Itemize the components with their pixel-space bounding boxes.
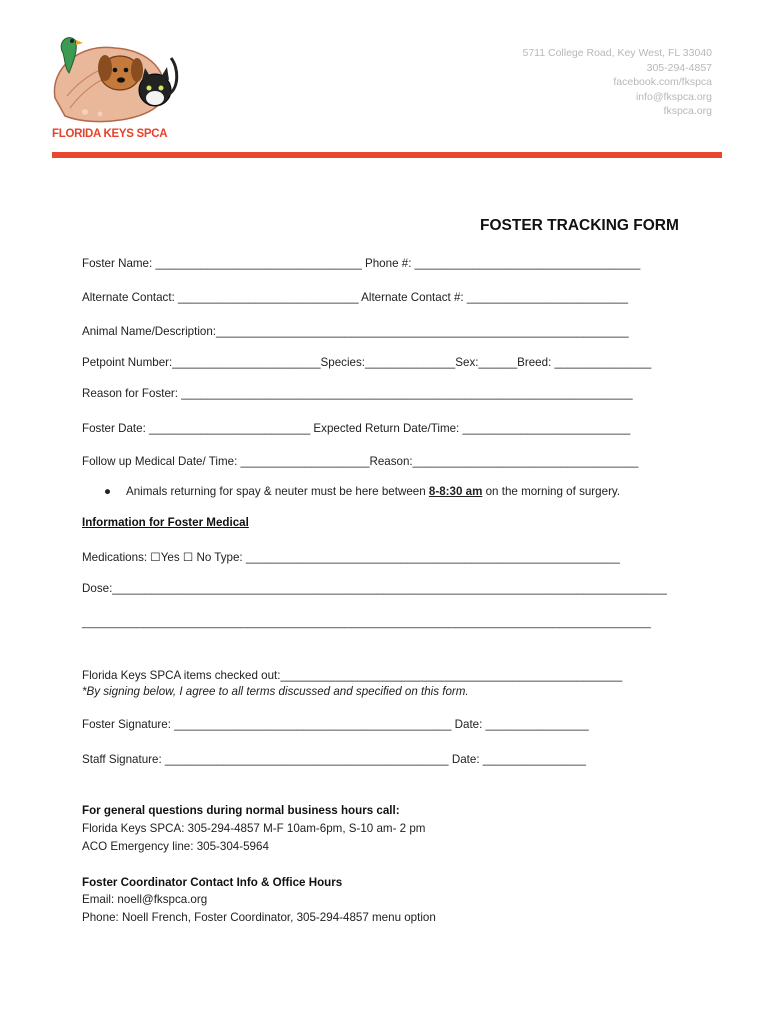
address: 5711 College Road, Key West, FL 33040 [522,47,712,59]
aco-emergency-line: ACO Emergency line: 305-304-5964 [82,840,269,853]
agreement-text: *By signing below, I agree to all terms discussed and specified on this form. [82,685,469,698]
logo-illustration [45,28,180,133]
petpoint-species-line[interactable]: Petpoint Number:_______________________Species:______________Sex:______Breed: _______________ [82,356,652,369]
bullet-time: 8-8:30 am [428,485,483,498]
contact-info [522,46,712,119]
alternate-contact-line[interactable]: Alternate Contact: ____________________________ Alternate Contact #: _________________________ [82,291,629,304]
spca-hours-line: Florida Keys SPCA: 305-294-4857 M-F 10am-6pm, S-10 am- 2 pm [82,822,426,835]
logo-text: FLORIDA KEYS SPCA [52,128,168,140]
items-checked-out-line[interactable]: Florida Keys SPCA items checked out:_____________________________________________________ [82,669,623,682]
foster-name-phone-line[interactable]: Foster Name: ________________________________ Phone #: ___________________________________ [82,257,641,270]
staff-signature-line[interactable]: Staff Signature: ____________________________________________ Date: ________________ [82,753,586,766]
bullet-text-after: on the morning of surgery. [482,485,621,498]
follow-up-medical-line[interactable]: Follow up Medical Date/ Time: ____________________Reason:___________________________________ [82,455,639,468]
bullet-text [126,485,620,498]
dose-continuation-line[interactable]: _____________________________________________________________________________________________ [82,617,651,629]
bullet-text-before: Animals returning for spay & neuter must be here between [126,485,429,498]
form-title: FOSTER TRACKING FORM [480,217,679,234]
website-link[interactable]: fkspca.org [663,105,712,118]
animal-description-line[interactable]: Animal Name/Description:________________________________________________________________ [82,325,629,338]
bullet-icon: ● [104,485,112,498]
foster-signature-line[interactable]: Foster Signature: ___________________________________________ Date: ________________ [82,718,589,731]
spca-logo [45,28,180,146]
dose-line[interactable]: Dose:______________________________________________________________________________________ [82,582,667,595]
medical-heading: Information for Foster Medical [82,516,249,529]
reason-for-foster-line[interactable]: Reason for Foster: ______________________________________________________________________ [82,387,633,400]
medications-line[interactable]: Medications: ☐Yes ☐ No Type: __________________________________________________________ [82,551,620,564]
facebook-link[interactable]: facebook.com/fkspca [613,76,712,89]
foster-date-line[interactable]: Foster Date: _________________________ Expected Return Date/Time: __________________________ [82,422,631,435]
coordinator-email[interactable]: Email: noell@fkspca.org [82,893,208,906]
coordinator-phone: Phone: Noell French, Foster Coordinator, 305-294-4857 menu option [82,911,436,924]
phone: 305-294-4857 [646,61,712,74]
email-link[interactable]: info@fkspca.org [635,90,712,103]
general-questions-heading: For general questions during normal business hours call: [82,804,400,817]
coordinator-heading: Foster Coordinator Contact Info & Office Hours [82,876,343,889]
header-divider [52,152,722,158]
